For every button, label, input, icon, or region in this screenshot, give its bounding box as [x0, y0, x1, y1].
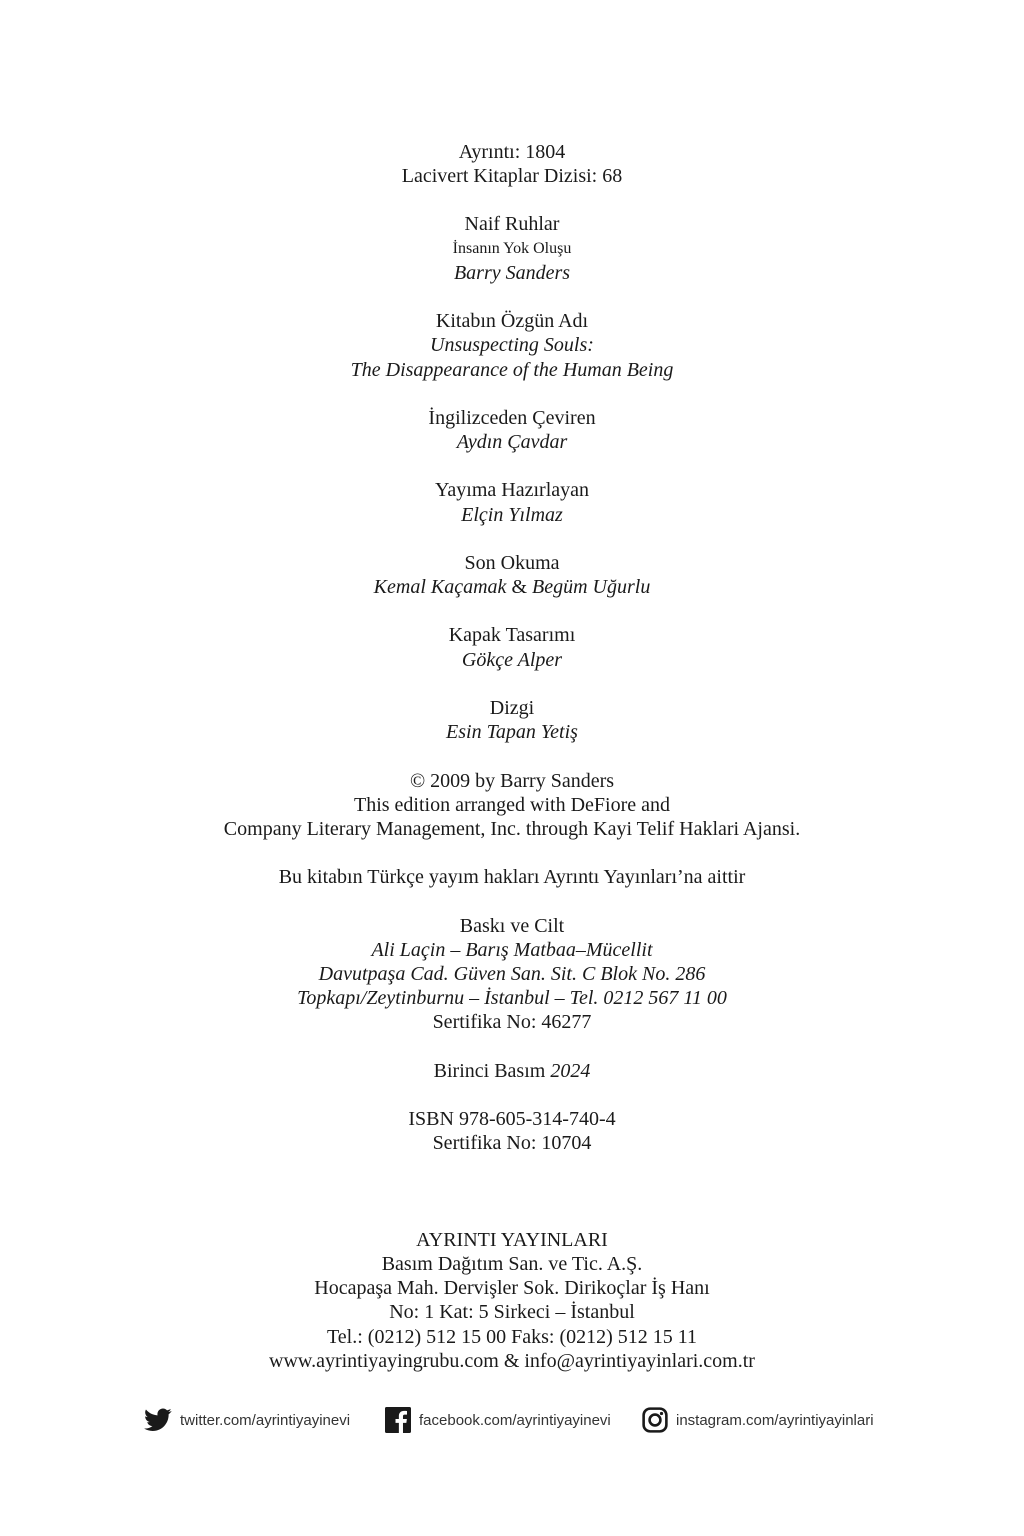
twitter-handle[interactable]: twitter.com/ayrintiyayinevi — [180, 1411, 351, 1429]
edition-year: 2024 — [550, 1060, 591, 1082]
original-title-line2: The Disappearance of the Human Being — [350, 359, 674, 381]
printer-location: Topkapı/Zeytinburnu – İstanbul – Tel. 0212 567 11 00 — [297, 987, 727, 1009]
rights-statement: Bu kitabın Türkçe yayım hakları Ayrıntı Yayınları’na aittir — [278, 866, 746, 888]
book-title: Naif Ruhlar — [464, 213, 560, 235]
editor-role: Yayıma Hazırlayan — [434, 479, 590, 501]
printer-certificate: Sertifika No: 46277 — [432, 1011, 592, 1033]
publisher-address1: Hocapaşa Mah. Dervişler Sok. Dirikoçlar İş Hanı — [314, 1277, 710, 1299]
publisher-address2: No: 1 Kat: 5 Sirkeci – İstanbul — [389, 1301, 635, 1323]
proofreader-2: Begüm Uğurlu — [532, 576, 651, 598]
social-instagram[interactable] — [642, 1404, 874, 1436]
editor-name: Elçin Yılmaz — [461, 504, 563, 526]
proofreading-role: Son Okuma — [464, 552, 560, 574]
social-twitter[interactable] — [144, 1404, 350, 1436]
instagram-handle[interactable]: instagram.com/ayrintiyayinlari — [676, 1411, 874, 1429]
series-number: Ayrıntı: 1804 — [458, 141, 566, 163]
cover-design-role: Kapak Tasarımı — [448, 624, 576, 646]
translator-name: Aydın Çavdar — [456, 431, 568, 453]
proofreader-joiner: & — [511, 576, 527, 598]
printing-label: Baskı ve Cilt — [459, 915, 565, 937]
printer-address: Davutpaşa Cad. Güven San. Sit. C Blok No. 286 — [318, 963, 706, 985]
publisher-name: AYRINTI YAYINLARI — [416, 1229, 608, 1251]
proofreading-names — [0, 575, 1024, 599]
publisher-certificate: Sertifika No: 10704 — [432, 1132, 592, 1154]
instagram-icon — [642, 1407, 668, 1433]
publisher-web: www.ayrintiyayingrubu.com & info@ayrintiyayinlari.com.tr — [269, 1350, 755, 1372]
facebook-icon — [385, 1407, 411, 1433]
copyright-line2: This edition arranged with DeFiore and — [353, 794, 671, 816]
series-name: Lacivert Kitaplar Dizisi: 68 — [401, 165, 623, 187]
cover-design-name: Gökçe Alper — [461, 649, 563, 671]
social-facebook[interactable] — [385, 1404, 611, 1436]
isbn: ISBN 978-605-314-740-4 — [408, 1108, 616, 1130]
original-title-line1: Unsuspecting Souls: — [430, 334, 594, 356]
facebook-handle[interactable]: facebook.com/ayrintiyayinevi — [419, 1411, 611, 1429]
proofreader-1: Kemal Kaçamak — [373, 576, 507, 598]
printer-name: Ali Laçin – Barış Matbaa–Mücellit — [371, 939, 653, 961]
publisher-phone: Tel.: (0212) 512 15 00 Faks: (0212) 512 15 11 — [326, 1326, 698, 1348]
book-author: Barry Sanders — [453, 262, 571, 284]
twitter-icon — [144, 1408, 172, 1432]
translator-role: İngilizceden Çeviren — [428, 407, 596, 429]
edition — [0, 1059, 1024, 1083]
typesetting-role: Dizgi — [489, 697, 535, 719]
typesetting-name: Esin Tapan Yetiş — [446, 721, 578, 743]
copyright-line1: © 2009 by Barry Sanders — [409, 770, 615, 792]
edition-label: Birinci Basım — [433, 1060, 546, 1082]
copyright-line3: Company Literary Management, Inc. through Kayi Telif Haklari Ajansi. — [223, 818, 801, 840]
book-subtitle: İnsanın Yok Oluşu — [452, 240, 572, 257]
original-title-label: Kitabın Özgün Adı — [435, 310, 589, 332]
publisher-company: Basım Dağıtım San. ve Tic. A.Ş. — [381, 1253, 643, 1275]
